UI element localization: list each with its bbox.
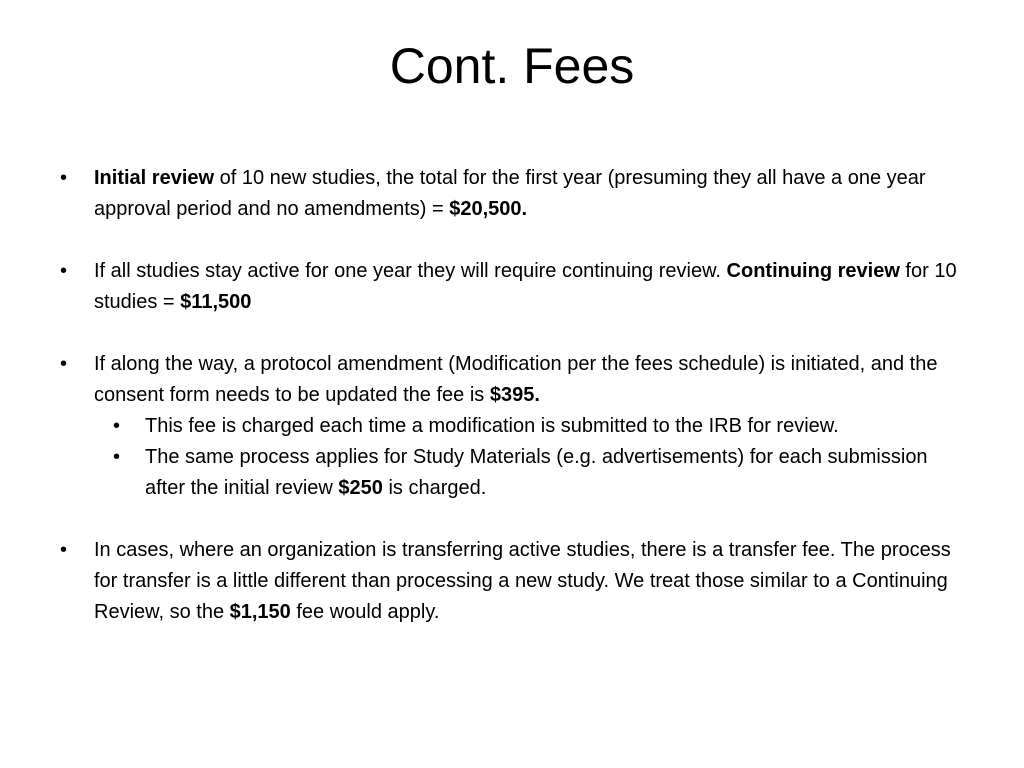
text-run: In cases, where an organization is transferring active studies, there is a transfer fee. The process for transfer is a little different than processing a new study. We treat those similar to a Continuing Review, so the (94, 539, 951, 623)
fee-amount: $395. (489, 384, 540, 406)
bullet-icon: • (60, 167, 68, 189)
text-run: If along the way, a protocol amendment (Modification per the fees schedule) is initiated, and the consent form needs to be updated the fee is (94, 353, 938, 406)
fee-amount: $250 (338, 477, 383, 499)
fee-amount: $20,500. (449, 198, 528, 220)
slide-body (60, 163, 970, 628)
sub-bullet-item-modification (60, 411, 970, 442)
slide-title: Cont. Fees (389, 38, 635, 94)
bullet-text (94, 167, 926, 220)
bullet-item-transfer (60, 535, 970, 628)
spacer (60, 318, 970, 349)
bullet-text (145, 446, 928, 499)
text-run: for 10 studies = (94, 260, 957, 313)
bullet-icon: • (60, 260, 68, 282)
bullet-text (94, 353, 937, 406)
sub-bullet-item-study-materials (60, 442, 970, 504)
spacer (60, 504, 970, 535)
bullet-icon: • (113, 415, 121, 437)
bullet-icon: • (60, 353, 68, 375)
fee-amount: $1,150 (229, 601, 291, 623)
bullet-item-initial-review (60, 163, 970, 225)
text-run: If all studies stay active for one year they will require continuing review. (94, 260, 727, 282)
text-run: The same process applies for Study Materials (e.g. advertisements) for each submission after the initial review (145, 446, 928, 499)
bullet-text: This fee is charged each time a modification is submitted to the IRB for review. (145, 415, 839, 437)
bullet-text (94, 260, 957, 313)
text-run: is charged. (382, 477, 487, 499)
bullet-icon: • (113, 446, 121, 468)
bullet-text (94, 539, 951, 623)
bullet-icon: • (60, 539, 68, 561)
bold-term: Initial review (94, 167, 215, 189)
fee-amount: $11,500 (180, 291, 252, 313)
text-run: of 10 new studies, the total for the first year (presuming they all have a one year approval period and no amendments) = (94, 167, 926, 220)
text-run: fee would apply. (290, 601, 440, 623)
bullet-item-continuing-review (60, 256, 970, 318)
bold-term: Continuing review (726, 260, 900, 282)
bullet-item-amendment (60, 349, 970, 411)
spacer (60, 225, 970, 256)
